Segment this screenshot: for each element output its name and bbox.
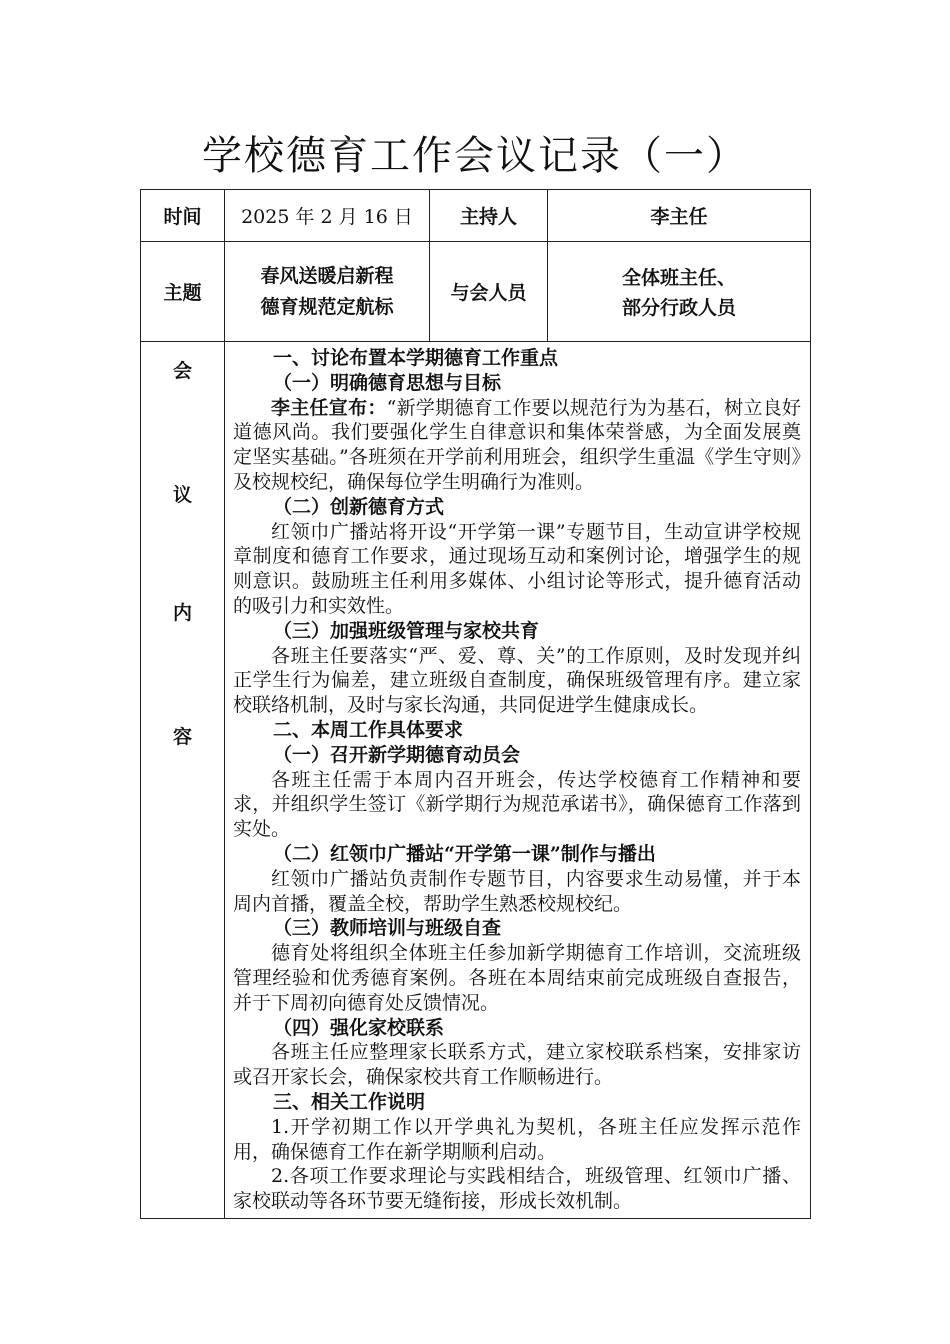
- section-1-2-title: （二）创新德育方式: [273, 495, 445, 518]
- attendees-line-1: 全体班主任、: [621, 267, 736, 289]
- section-1-1-body: “新学期德育工作要以规范行为为基石，树立良好道德风尚。我们要强化学生自律意识和集体荣誉感，为全面发展奠定坚实基础。”各班须在开学前利用班会，组织学生重温《学生守则》及校规校纪，确保每位学生明确行为准则。: [233, 396, 801, 493]
- section-2-3-title: （三）教师培训与班级自查: [273, 917, 502, 940]
- content-row: [141, 342, 811, 1219]
- section-1-3-text: 各班主任要落实“严、爱、尊、关”的工作原则，及时发现并纠正学生行为偏差，建立班级自查制度，确保班级管理有序。建立家校联络机制，及时与家长沟通，共同促进学生健康成长。: [233, 644, 801, 717]
- time-host-row: [141, 190, 811, 242]
- section-2-4-title: （四）强化家校联系: [273, 1016, 445, 1039]
- attendees-line-2: 部分行政人员: [621, 297, 736, 319]
- section-1-2-text: 红领巾广播站将开设“开学第一课”专题节目，生动宣讲学校规章制度和德育工作要求，通过现场互动和案例讨论，增强学生的规则意识。鼓励班主任利用多媒体、小组讨论等形式，提升德育活动的吸引力和实效性。: [233, 520, 801, 617]
- time-label: 时间: [141, 190, 225, 242]
- section-3-item-1: 1.开学初期工作以开学典礼为契机，各班主任应发挥示范作用，确保德育工作在新学期顺利启动。: [233, 1115, 801, 1163]
- section-1-1-lead: 李主任宣布：: [271, 396, 387, 419]
- section-3-title: 三、相关工作说明: [273, 1090, 426, 1113]
- section-2-title: 二、本周工作具体要求: [273, 718, 464, 741]
- section-1-3-title: （三）加强班级管理与家校共育: [273, 619, 540, 642]
- content-label-char-4: 容: [172, 726, 192, 748]
- time-value: 2025 年 2 月 16 日: [225, 190, 430, 242]
- host-label: 主持人: [430, 190, 548, 242]
- section-1-1-title: （一）明确德育思想与目标: [273, 371, 502, 394]
- topic-label: 主题: [141, 242, 225, 342]
- document-title: 学校德育工作会议记录（一）: [202, 133, 748, 179]
- section-2-1-text: 各班主任需于本周内召开班会，传达学校德育工作精神和要求，并组织学生签订《新学期行为规范承诺书》，确保德育工作落到实处。: [233, 768, 801, 841]
- host-value: 李主任: [548, 190, 811, 242]
- section-2-2-text: 红领巾广播站负责制作专题节目，内容要求生动易懂，并于本周内首播，覆盖全校，帮助学生熟悉校规校纪。: [233, 867, 801, 915]
- attendees-value: [548, 242, 811, 342]
- attendees-label: 与会人员: [430, 242, 548, 342]
- section-1-1-text: [233, 396, 801, 495]
- section-2-4-text: 各班主任应整理家长联系方式，建立家校联系档案，安排家访或召开家长会，确保家校共育工作顺畅进行。: [233, 1041, 801, 1089]
- section-3-item-2: 2.各项工作要求理论与实践相结合，班级管理、红领巾广播、家校联动等各环节要无缝衔接，形成长效机制。: [233, 1165, 801, 1213]
- content-label-char-2: 议: [172, 484, 192, 506]
- meeting-record-table: [140, 189, 811, 1219]
- topic-attendees-row: [141, 242, 811, 342]
- content-label-char-1: 会: [172, 360, 192, 382]
- topic-line-2: 德育规范定航标: [260, 295, 394, 318]
- section-2-3-text: 德育处将组织全体班主任参加新学期德育工作培训，交流班级管理经验和优秀德育案例。各班在本周结束前完成班级自查报告，并于下周初向德育处反馈情况。: [233, 942, 801, 1014]
- section-2-2-title: （二）红领巾广播站“开学第一课”制作与播出: [273, 842, 656, 865]
- topic-line-1: 春风送暖启新程: [260, 264, 394, 287]
- topic-value: [225, 242, 430, 342]
- section-2-1-title: （一）召开新学期德育动员会: [273, 743, 521, 766]
- content-label-char-3: 内: [172, 602, 192, 624]
- meeting-content: [225, 342, 811, 1219]
- section-1-title: 一、讨论布置本学期德育工作重点: [273, 347, 559, 369]
- content-label: [141, 342, 225, 1219]
